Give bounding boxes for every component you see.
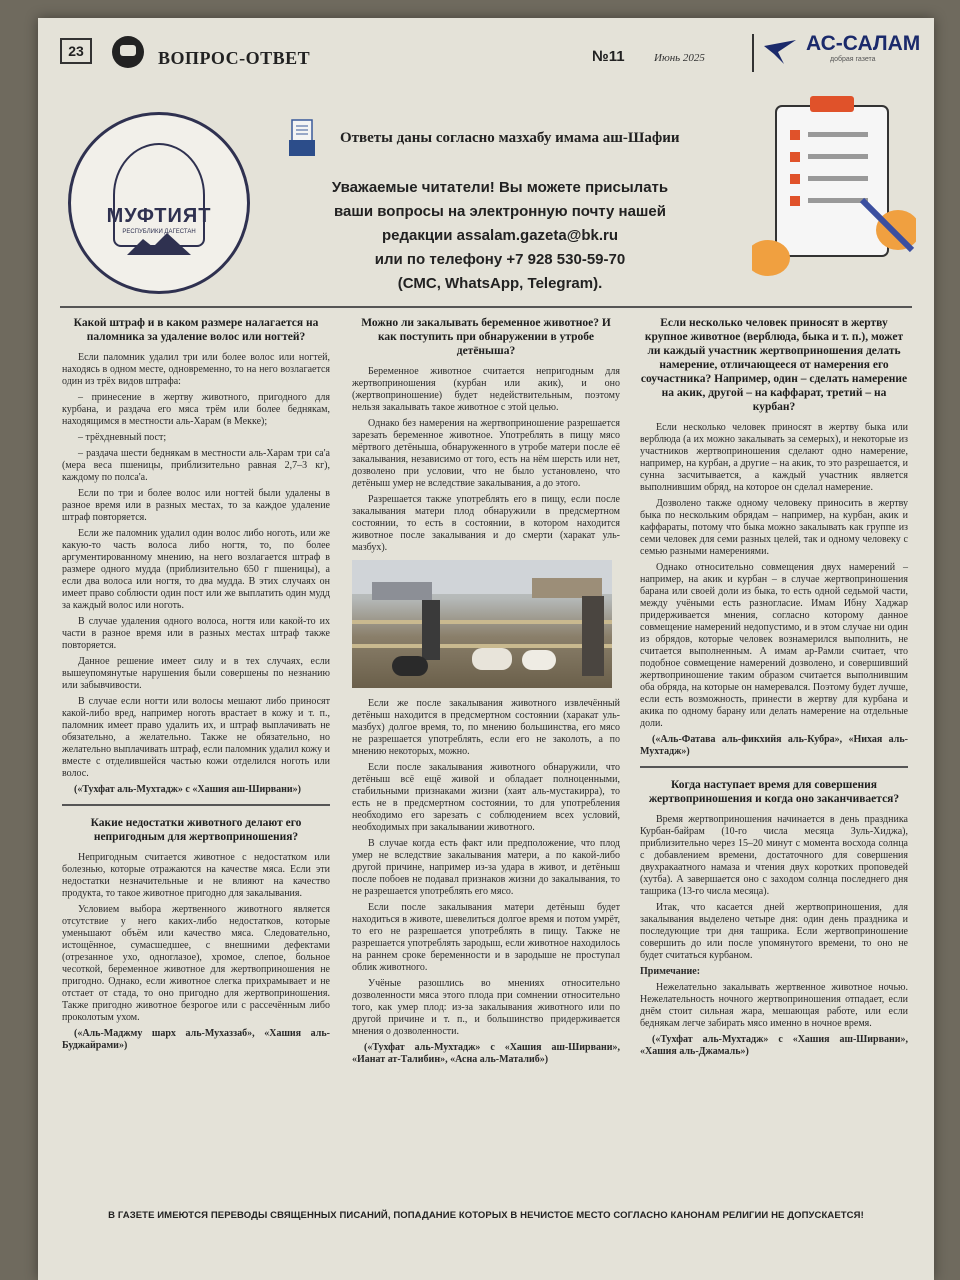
source-citation: («Тухфат аль-Мухтадж» с «Хашия аш-Ширвани», «Хашия аль-Джамаль»)	[640, 1034, 908, 1057]
intro-line: (СМС, WhatsApp, Telegram).	[397, 275, 603, 292]
paragraph: Если же после закалывания животного извлечённый детёныш находится в предсмертном состоянии (харакат уль-мазбух) долгое время, то, по мнению большинства, его мясо не разрешается употреблять, если его не заколоть, а по мнению некоторых, можно.	[352, 698, 620, 757]
paragraph: Если несколько человек приносят в жертву быка или верблюда (а их можно закалывать за семерых), и некоторые из участников жертвоприношения сделают одно намерение, например, на курбан, а другие – на акик, то это разрешается, и сунна засчитывается, а каждый участник является выполнившим обряд, на которое он сделал намерение.	[640, 422, 908, 493]
brand-name: АС-САЛАМ	[806, 32, 921, 55]
paragraph: Нежелательно закалывать жертвенное животное ночью. Нежелательность ночного жертвоприношения отпадает, если днём стоит сильная жара, мешающая работе, или если беднякам легче забирать мясо именно в ночное время.	[640, 982, 908, 1029]
paragraph: – трёхдневный пост;	[78, 432, 167, 443]
issue-number: №11	[592, 48, 625, 65]
paragraph: Если по три и более волос или ногтей были удалены в разное время или в разных местах, то за каждое удаление штраф повторяется.	[62, 488, 330, 523]
paragraph: Беременное животное считается непригодным для жертвоприношения (курбан или акик), и оно (жертвоприношение) будет недействительным, поэтому нельзя закалывать такое животное с этой целью.	[352, 366, 620, 413]
paragraph: В случае если ногти или волосы мешают либо приносят какой-либо вред, например ноготь врастает в кожу и т. п., паломник имеет право удалить их, и штраф выплачивать не обязательно, а желательно. Также не обязательно, но желательно выплачивать штраф, если паломник удалил кожу и вместе с отделившейся частью кожи отделился ноготь или волос.	[62, 696, 330, 779]
intro-title: Ответы даны согласно мазхабу имама аш-Шафии	[340, 130, 680, 146]
question-heading: Когда наступает время для совершения жертвоприношения и когда оно заканчивается?	[648, 779, 900, 805]
question-heading: Можно ли закалывать беременное животное? И как поступить при обнаружении в утробе детёныша?	[361, 317, 611, 357]
header-divider	[752, 34, 754, 72]
issue-date: Июнь 2025	[654, 52, 705, 64]
paragraph: Данное решение имеет силу и в тех случаях, если вышеупомянутые нарушения были совершены по незнанию или забывчивости.	[62, 656, 330, 691]
paragraph: Условием выбора жертвенного животного является отсутствие у него каких-либо недостатков, которые уменьшают объём или качество мяса. Следовательно, истощённое, сумасшедшее, с внешними дефектами (отрезанное ухо, одноглазое), хромое, слепое, больное чесоткой, беременное животное для жертвоприношения не пригодно. Однако, если животное слегка прихрамывает и не отстает от стада, то оно пригодно для жертвоприношения. Также пригодно животное безрогое или с рассечённым либо проколотым ухом.	[62, 904, 330, 1023]
brand-tagline: добрая газета	[830, 56, 876, 63]
mailbox-icon	[288, 118, 316, 158]
clipboard-illustration	[752, 90, 916, 280]
question-heading: Какой штраф и в каком размере налагается на паломника за удаление волос или ногтей?	[73, 317, 319, 343]
logo-title: МУФТИЯТ	[106, 205, 212, 227]
column-2	[352, 316, 620, 1070]
bird-logo-icon	[762, 36, 798, 66]
paragraph: Если паломник удалил три или более волос или ногтей, находясь в одном месте, одновременно, то на него возлагается один из трёх видов штрафа:	[62, 352, 330, 387]
paragraph: – раздача шести беднякам в местности аль-Харам три са'а (мера веса пшеницы, приблизительно равная 2,7–3 кг), каждому по полса'а.	[62, 448, 330, 483]
footer-notice: В ГАЗЕТЕ ИМЕЮТСЯ ПЕРЕВОДЫ СВЯЩЕННЫХ ПИСАНИЙ, ПОПАДАНИЕ КОТОРЫХ В НЕЧИСТОЕ МЕСТО СОГЛАСНО КАНОНАМ РЕЛИГИИ НЕ ДОПУСКАЕТСЯ!	[108, 1210, 864, 1221]
page-header	[38, 18, 934, 78]
paragraph: Разрешается также употреблять его в пищу, если после закалывания матери плод обнаружили в предсмертном состоянии, то есть в состоянии, в котором находится животное после закалывания и до смерти (харакат уль-мазбух).	[352, 494, 620, 553]
intro-email: редакции assalam.gazeta@bk.ru	[381, 227, 619, 244]
speech-bubble-icon	[112, 36, 144, 68]
section-divider	[62, 804, 330, 806]
intro-text	[300, 176, 700, 296]
paragraph: Непригодным считается животное с недостатком или болезнью, которые отражаются на качестве мяса. Если эти недостатки незначительные и не влияют на качество продукта, то такое животное пригодно для закалывания.	[62, 852, 330, 899]
logo-subtitle: РЕСПУБЛИКИ ДАГЕСТАН	[122, 229, 196, 235]
paragraph: В случае когда есть факт или предположение, что плод умер не вследствие закалывания матери, а по какой-либо другой причине, например из-за удара в живот, и детёныш после побоев не подавал признаков жизни до закалывания, то не разрешается употреблять его мясо.	[352, 838, 620, 897]
paragraph: Учёные разошлись во мнениях относительно дозволенности мяса этого плода при сомнении относительно того, как умер плод: из-за закалывания животного или по другой причине и т. п., и большинство придерживается мнения о дозволенности.	[352, 978, 620, 1037]
column-3	[640, 316, 908, 1062]
paragraph: Дозволено также одному человеку приносить в жертву быка по нескольким обрядам – например, на курбан, акик и каффараты, потому что быка можно закалывать как группе из семи человек для семи разных целей, так и одному человеку с семью разными намерениями.	[640, 498, 908, 557]
source-citation: («Тухфат аль-Мухтадж» с «Хашия аш-Ширвани», «Ианат ат-Талибин», «Асна аль-Маталиб»)	[352, 1042, 620, 1065]
paragraph: Однако относительно совмещения двух намерений – например, на акик и курбан – в случае жертвоприношения барана или своей доли из быка, то есть одной седьмой части, между учёными есть разногласие. Имам Ибну Хаджар придерживается мнения, согласно которому данное совмещение намерений недопустимо, и в этом случае ни один из обрядов, которые человек вознамерился выполнить, не считается выполненным. А имам ар-Рамли считает, что подобное совмещение намерений дозволено, и совершивший жертвоприношение таким образом считается выполнившим оба обряда, на которые он намеревался. Поэтому будет лучше, если есть возможность, принести в жертву для курбана и акика по одному барану или делать намерение на отдельные доли.	[640, 562, 908, 729]
paragraph: – принесение в жертву животного, пригодного для курбана, и раздача его мяса трём или более беднякам, находящимся в местности аль-Харам (в Мекке);	[62, 392, 330, 427]
paragraph: Если после закалывания животного обнаружили, что детёныш всё ещё живой и обладает полноценными, стабильными признаками жизни (хаят аль-мустакирра), то есть не в предсмертном состоянии, то для употребления необходимо его зарезать с соблюдением всех условий, необходимых при закалывании животного.	[352, 762, 620, 833]
intro-line: Уважаемые читатели! Вы можете присылать	[331, 179, 669, 196]
page-number: 23	[60, 38, 92, 64]
paragraph: В случае удаления одного волоса, ногтя или какой-то их части в разное время или в разных местах штраф также повторяется.	[62, 616, 330, 651]
intro-line: ваши вопросы на электронную почту нашей	[334, 203, 666, 220]
section-title: ВОПРОС-ОТВЕТ	[158, 48, 311, 68]
muftiyat-logo	[68, 112, 250, 294]
question-heading: Если несколько человек приносят в жертву крупное животное (верблюда, быка и т. п.), может ли каждый участник жертвоприношения делать намерение, отличающееся от намерения его соучастника? Например, один – сделать намерение на акик, другой – на каффарат, третий – на курбан?	[640, 317, 908, 413]
paragraph: Итак, что касается дней жертвоприношения, для закалывания выделено четыре дня: один день праздника и последующие три дня ташрика. Если жертвоприношение совершить до или после упомянутого времени, то оно не будет считаться курбаном.	[640, 902, 908, 961]
intro-phone: или по телефону +7 928 530-59-70	[374, 251, 626, 268]
livestock-market-photo	[352, 560, 612, 688]
column-1	[62, 316, 330, 1056]
source-citation: («Аль-Маджму шарх аль-Мухаззаб», «Хашия аль-Буджайрами»)	[62, 1028, 330, 1051]
newspaper-page	[38, 18, 934, 1280]
note-label: Примечание:	[640, 966, 701, 977]
source-citation: («Тухфат аль-Мухтадж» с «Хашия аш-Ширвани»)	[74, 784, 302, 795]
section-divider	[640, 766, 908, 768]
paragraph: Однако без намерения на жертвоприношение разрешается зарезать беременное животное. Употреблять в пищу мясо мёртвого детёныша, обнаруженного в утробе матери после её закалывания, независимо от того, есть на нём шерсть или нет, дозволено при условии, что не было установлено, что детёныш умер не вследствие закалывания, а до этого.	[352, 418, 620, 489]
top-divider	[60, 306, 912, 308]
question-heading: Какие недостатки животного делают его непригодным для жертвоприношения?	[90, 817, 302, 843]
mountains-icon	[127, 233, 191, 255]
paragraph: Если после закалывания матери детёныш будет находиться в животе, шевелиться долгое время и потом умрёт, то его не разрешается употреблять в пищу. Также не разрешается употреблять зародыш, если животное находилось на раннем сроке беременности и в зародыше не проступал облик животного.	[352, 902, 620, 973]
source-citation: («Аль-Фатава аль-фикхийя аль-Кубра», «Нихая аль-Мухтадж»)	[640, 734, 908, 757]
paragraph: Если же паломник удалил один волос либо ноготь, или же какую-то часть волоса либо ногтя, то, по более аргументированному мнению, на него возлагается штраф в размере одного мудда (приблизительно 650 г пшеницы), а если два волоса или ногтя, то два мудда. В этих случаях он имеет право соблюсти один пост или же выплатить один мудд за каждый волос или ноготь.	[62, 528, 330, 611]
paragraph: Время жертвоприношения начинается в день праздника Курбан-байрам (10-го числа месяца Зуль-Хиджа), приблизительно через 15–20 минут с момента восхода солнца с добавлением времени, достаточного для совершения двухракаатного намаза и чтения двух коротких проповедей (хутба). А завершается оно с заходом солнца последнего дня ташрика (13-го числа месяца).	[640, 814, 908, 897]
